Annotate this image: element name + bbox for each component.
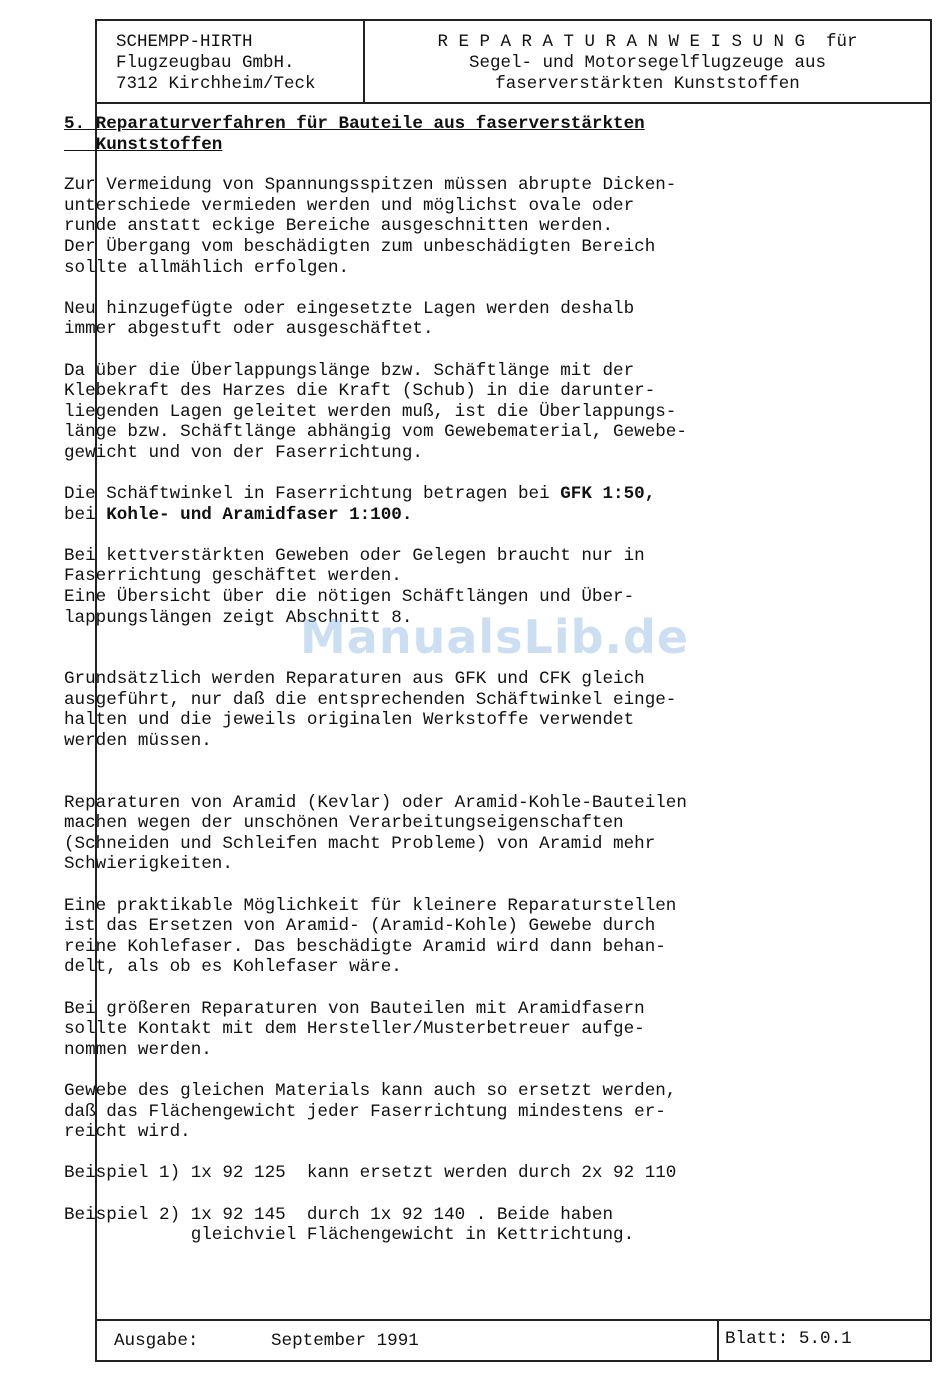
text-line: sollte Kontakt mit dem Hersteller/Musterbetreuer aufge- <box>64 1019 645 1040</box>
sheet-number: Blatt: 5.0.1 <box>717 1321 930 1360</box>
text-line: Gewebe des gleichen Materials kann auch so ersetzt werden, <box>64 1080 677 1101</box>
paragraph <box>64 999 804 1061</box>
company-block <box>97 21 365 102</box>
angle-paragraph <box>64 484 804 525</box>
paragraph <box>64 896 804 978</box>
title-line: R E P A R A T U R A N W E I S U N G für <box>437 32 858 52</box>
text-line: Neu hinzugefügte oder eingesetzte Lagen werden deshalb <box>64 298 635 319</box>
text-line: halten und die jeweils originalen Werkstoffe verwendet <box>64 710 635 731</box>
text-line: immer abgestuft oder ausgeschäftet. <box>64 319 434 340</box>
text-line: Schwierigkeiten. <box>64 854 233 875</box>
example-2 <box>64 1205 804 1246</box>
text-line: lappungslängen zeigt Abschnitt 8. <box>64 607 413 628</box>
company-name: SCHEMPP-HIRTH <box>116 32 253 52</box>
text-line: Beispiel 2) 1x 92 145 durch 1x 92 140 . Beide haben <box>64 1204 614 1225</box>
text-line: ist das Ersetzen von Aramid- (Aramid-Kohle) Gewebe durch <box>64 916 656 937</box>
paragraph <box>64 175 804 278</box>
text-line: Bei größeren Reparaturen von Bauteilen mit Aramidfasern <box>64 998 645 1019</box>
example-1 <box>64 1163 804 1184</box>
section-heading-line: 5. Reparaturverfahren für Bauteile aus faserverstärkten <box>64 114 645 134</box>
document-header <box>97 21 930 104</box>
bold-value: Kohle- und Aramidfaser 1:100. <box>106 504 413 525</box>
text-line: unterschiede vermieden werden und möglichst ovale oder <box>64 195 635 216</box>
section-heading <box>64 114 804 155</box>
issue-label: Ausgabe: <box>114 1331 199 1351</box>
document-title <box>365 21 930 113</box>
text-line: Beispiel 1) 1x 92 125 kann ersetzt werden durch 2x 92 110 <box>64 1163 677 1184</box>
text-line: gleichviel Flächengewicht in Kettrichtung. <box>64 1225 635 1246</box>
text-line: delt, als ob es Kohlefaser wäre. <box>64 957 402 978</box>
watermark: ManualsLib.de <box>300 610 690 664</box>
text-line: daß das Flächengewicht jeder Faserrichtung mindestens er- <box>64 1101 666 1122</box>
text-line: Eine Übersicht über die nötigen Schäftlängen und Über- <box>64 587 635 608</box>
section-heading-line: Kunststoffen <box>64 134 223 155</box>
text-line: ausgeführt, nur daß die entsprechenden Schäftwinkel einge- <box>64 689 677 710</box>
company-legal: Flugzeugbau GmbH. <box>116 53 295 73</box>
text-line: nommen werden. <box>64 1039 212 1060</box>
paragraph <box>64 669 804 751</box>
text-line: (Schneiden und Schleifen macht Probleme) von Aramid mehr <box>64 833 656 854</box>
text-line: Reparaturen von Aramid (Kevlar) oder Aramid-Kohle-Bauteilen <box>64 792 687 813</box>
bold-value: GFK 1:50, <box>560 484 656 505</box>
company-address: 7312 Kirchheim/Teck <box>116 74 316 94</box>
issue-date: September 1991 <box>271 1331 419 1351</box>
text-line: Grundsätzlich werden Reparaturen aus GFK und CFK gleich <box>64 669 645 690</box>
paragraph <box>64 299 804 340</box>
text-line: Zur Vermeidung von Spannungsspitzen müssen abrupte Dicken- <box>64 175 677 196</box>
text-line: machen wegen der unschönen Verarbeitungseigenschaften <box>64 813 624 834</box>
text-line: länge bzw. Schäftlänge abhängig vom Gewebematerial, Gewebe- <box>64 422 687 443</box>
text-line: Bei kettverstärkten Geweben oder Gelegen braucht nur in <box>64 545 645 566</box>
text-fragment: bei <box>64 504 107 525</box>
paragraph <box>64 1081 804 1143</box>
text-line: Eine praktikable Möglichkeit für kleinere Reparaturstellen <box>64 895 677 916</box>
text-line: Faserrichtung geschäftet werden. <box>64 566 402 587</box>
text-fragment: Die Schäftwinkel in Faserrichtung betragen bei <box>64 484 561 505</box>
text-line: runde anstatt eckige Bereiche ausgeschnitten werden. <box>64 216 614 237</box>
text-line: Da über die Überlappungslänge bzw. Schäftlänge mit der <box>64 360 635 381</box>
text-line: gewicht und von der Faserrichtung. <box>64 442 423 463</box>
title-line: Segel- und Motorsegelflugzeuge aus <box>468 53 827 73</box>
text-line: Der Übergang vom beschädigten zum unbeschädigten Bereich <box>64 236 656 257</box>
title-line: faserverstärkten Kunststoffen <box>495 74 800 94</box>
text-line <box>64 505 804 526</box>
text-line: werden müssen. <box>64 731 212 752</box>
text-line: reine Kohlefaser. Das beschädigte Aramid wird dann behan- <box>64 936 666 957</box>
text-line <box>64 484 804 505</box>
text-line: reicht wird. <box>64 1122 191 1143</box>
text-line: liegenden Lagen geleitet werden muß, ist die Überlappungs- <box>64 401 677 422</box>
paragraph <box>64 793 804 875</box>
text-line: Klebekraft des Harzes die Kraft (Schub) in die darunter- <box>64 381 656 402</box>
text-line: sollte allmählich erfolgen. <box>64 257 350 278</box>
document-body <box>64 114 804 1266</box>
document-footer <box>97 1319 930 1360</box>
paragraph <box>64 361 804 464</box>
